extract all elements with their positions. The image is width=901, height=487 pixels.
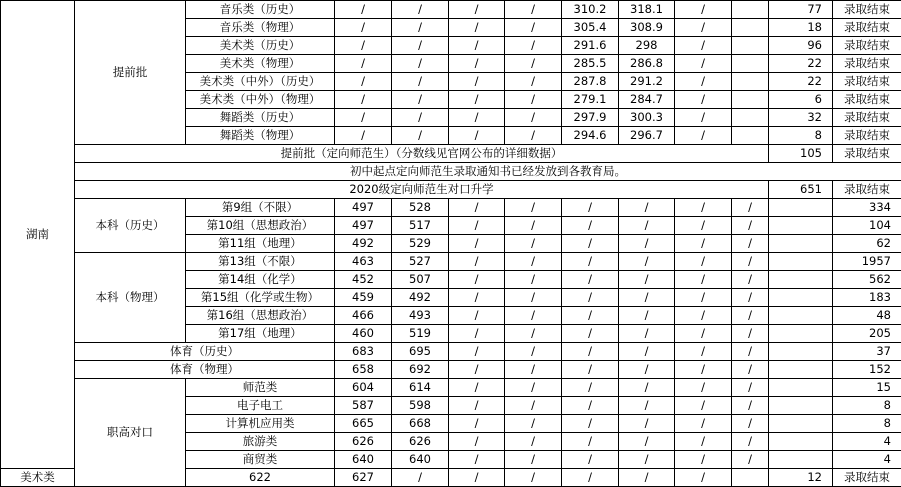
count-cell: 22 (769, 55, 833, 73)
slash-cell: / (505, 469, 562, 487)
count-cell: 183 (833, 289, 901, 307)
category-label: 计算机应用类 (186, 415, 335, 433)
category-label: 体育（历史） (75, 343, 335, 361)
slash-cell: / (392, 55, 449, 73)
count-cell: 105 (769, 145, 833, 163)
slash-cell: / (675, 91, 732, 109)
slash-cell: / (335, 73, 392, 91)
duikou-label: 2020级定向师范生对口升学 (75, 181, 769, 199)
slash-cell: / (505, 325, 562, 343)
category-label: 美术类（物理） (186, 55, 335, 73)
slash-cell: / (675, 55, 732, 73)
table-row (1, 145, 901, 163)
slash-cell: / (675, 19, 732, 37)
empty-cell (769, 343, 833, 361)
slash-cell: / (675, 307, 732, 325)
notice-text: 初中起点定向师范生录取通知书已经发放到各教育局。 (75, 163, 901, 181)
score-cell: 279.1 (562, 91, 619, 109)
score-cell: 695 (392, 343, 449, 361)
score-cell: 285.5 (562, 55, 619, 73)
slash-cell: / (505, 271, 562, 289)
empty-cell (769, 451, 833, 469)
slash-cell: / (449, 397, 505, 415)
slash-cell: / (675, 451, 732, 469)
score-cell: 614 (392, 379, 449, 397)
count-cell: 152 (833, 361, 901, 379)
score-cell: 529 (392, 235, 449, 253)
slash-cell: / (675, 397, 732, 415)
category-label: 音乐类（历史） (186, 1, 335, 19)
score-cell: 665 (335, 415, 392, 433)
category-label: 舞蹈类（物理） (186, 127, 335, 145)
slash-cell: / (335, 1, 392, 19)
category-label: 美术类（中外）（物理） (186, 91, 335, 109)
slash-cell: / (562, 361, 619, 379)
slash-cell: / (562, 415, 619, 433)
slash-cell: / (732, 451, 769, 469)
slash-cell: / (335, 127, 392, 145)
score-cell: 297.9 (562, 109, 619, 127)
slash-cell: / (619, 433, 675, 451)
score-cell: 640 (392, 451, 449, 469)
score-cell: 459 (335, 289, 392, 307)
slash-cell: / (335, 109, 392, 127)
slash-cell: / (449, 415, 505, 433)
count-cell: 32 (769, 109, 833, 127)
empty-cell (769, 397, 833, 415)
slash-cell: / (505, 91, 562, 109)
score-cell: 492 (392, 289, 449, 307)
slash-cell: / (732, 415, 769, 433)
slash-cell: / (449, 343, 505, 361)
slash-cell: / (449, 469, 505, 487)
slash-cell: / (505, 109, 562, 127)
score-cell: 627 (335, 469, 392, 487)
table-row (1, 163, 901, 181)
slash-cell: / (449, 325, 505, 343)
slash-cell: / (562, 307, 619, 325)
count-cell: 1957 (833, 253, 901, 271)
score-cell: 298 (619, 37, 675, 55)
slash-cell: / (732, 307, 769, 325)
slash-cell: / (619, 271, 675, 289)
score-cell: 291.6 (562, 37, 619, 55)
count-cell: 15 (833, 379, 901, 397)
status-cell: 录取结束 (833, 73, 901, 91)
score-cell: 507 (392, 271, 449, 289)
slash-cell: / (675, 361, 732, 379)
slash-cell: / (449, 55, 505, 73)
slash-cell: / (449, 73, 505, 91)
slash-cell: / (675, 415, 732, 433)
count-cell: 205 (833, 325, 901, 343)
slash-cell: / (335, 19, 392, 37)
category-label: 美术类 (1, 469, 75, 487)
table-row (1, 379, 901, 397)
slash-cell: / (675, 109, 732, 127)
score-cell: 291.2 (619, 73, 675, 91)
count-cell: 4 (833, 451, 901, 469)
slash-cell: / (392, 73, 449, 91)
slash-cell: / (505, 1, 562, 19)
slash-cell: / (562, 217, 619, 235)
slash-cell: / (449, 91, 505, 109)
score-cell: 284.7 (619, 91, 675, 109)
empty-cell (732, 91, 769, 109)
table-row (1, 199, 901, 217)
score-cell: 640 (335, 451, 392, 469)
dingxiang-label: 提前批（定向师范生）（分数线见官网公布的详细数据） (75, 145, 769, 163)
province-cell: 湖南 (1, 1, 75, 469)
count-cell: 48 (833, 307, 901, 325)
slash-cell: / (505, 415, 562, 433)
score-cell: 308.9 (619, 19, 675, 37)
slash-cell: / (619, 235, 675, 253)
status-cell: 录取结束 (833, 37, 901, 55)
slash-cell: / (732, 271, 769, 289)
count-cell: 334 (833, 199, 901, 217)
slash-cell: / (335, 37, 392, 55)
slash-cell: / (619, 469, 675, 487)
empty-cell (769, 271, 833, 289)
empty-cell (769, 361, 833, 379)
category-label: 体育（物理） (75, 361, 335, 379)
empty-cell (732, 127, 769, 145)
score-cell: 460 (335, 325, 392, 343)
slash-cell: / (619, 217, 675, 235)
slash-cell: / (732, 379, 769, 397)
slash-cell: / (392, 37, 449, 55)
count-cell: 96 (769, 37, 833, 55)
slash-cell: / (335, 55, 392, 73)
slash-cell: / (675, 127, 732, 145)
score-cell: 626 (392, 433, 449, 451)
slash-cell: / (619, 361, 675, 379)
slash-cell: / (449, 433, 505, 451)
score-cell: 452 (335, 271, 392, 289)
count-cell: 22 (769, 73, 833, 91)
slash-cell: / (732, 325, 769, 343)
count-cell: 4 (833, 433, 901, 451)
score-cell: 493 (392, 307, 449, 325)
score-cell: 692 (392, 361, 449, 379)
slash-cell: / (562, 469, 619, 487)
slash-cell: / (505, 289, 562, 307)
empty-cell (769, 289, 833, 307)
count-cell: 651 (769, 181, 833, 199)
slash-cell: / (505, 235, 562, 253)
empty-cell (732, 73, 769, 91)
empty-cell (732, 1, 769, 19)
slash-cell: / (449, 271, 505, 289)
empty-cell (769, 253, 833, 271)
slash-cell: / (392, 91, 449, 109)
group-label: 本科（物理） (75, 253, 186, 343)
table-row (1, 361, 901, 379)
slash-cell: / (505, 19, 562, 37)
slash-cell: / (562, 271, 619, 289)
slash-cell: / (505, 199, 562, 217)
slash-cell: / (675, 343, 732, 361)
group-label: 职高对口 (75, 379, 186, 487)
slash-cell: / (732, 343, 769, 361)
slash-cell: / (619, 343, 675, 361)
category-label: 美术类（历史） (186, 37, 335, 55)
score-cell: 587 (335, 397, 392, 415)
count-cell: 62 (833, 235, 901, 253)
category-label: 师范类 (186, 379, 335, 397)
slash-cell: / (732, 289, 769, 307)
category-label: 舞蹈类（历史） (186, 109, 335, 127)
empty-cell (732, 469, 769, 487)
category-label: 第10组（思想政治） (186, 217, 335, 235)
category-label: 旅游类 (186, 433, 335, 451)
slash-cell: / (505, 253, 562, 271)
score-cell: 287.8 (562, 73, 619, 91)
slash-cell: / (449, 451, 505, 469)
status-cell: 录取结束 (833, 109, 901, 127)
slash-cell: / (675, 253, 732, 271)
slash-cell: / (392, 127, 449, 145)
slash-cell: / (449, 235, 505, 253)
count-cell: 8 (769, 127, 833, 145)
category-label: 商贸类 (186, 451, 335, 469)
score-cell: 626 (335, 433, 392, 451)
empty-cell (732, 19, 769, 37)
slash-cell: / (732, 361, 769, 379)
status-cell: 录取结束 (833, 127, 901, 145)
empty-cell (769, 199, 833, 217)
count-cell: 8 (833, 415, 901, 433)
score-cell: 318.1 (619, 1, 675, 19)
score-cell: 683 (335, 343, 392, 361)
slash-cell: / (675, 235, 732, 253)
slash-cell: / (449, 127, 505, 145)
count-cell: 12 (769, 469, 833, 487)
score-cell: 497 (335, 199, 392, 217)
slash-cell: / (505, 307, 562, 325)
slash-cell: / (505, 433, 562, 451)
table-row (1, 253, 901, 271)
slash-cell: / (619, 325, 675, 343)
category-label: 音乐类（物理） (186, 19, 335, 37)
slash-cell: / (505, 343, 562, 361)
slash-cell: / (392, 469, 449, 487)
score-cell: 296.7 (619, 127, 675, 145)
status-cell: 录取结束 (833, 91, 901, 109)
status-cell: 录取结束 (833, 181, 901, 199)
slash-cell: / (675, 379, 732, 397)
slash-cell: / (449, 289, 505, 307)
slash-cell: / (392, 109, 449, 127)
slash-cell: / (675, 271, 732, 289)
slash-cell: / (562, 451, 619, 469)
slash-cell: / (562, 379, 619, 397)
score-cell: 658 (335, 361, 392, 379)
slash-cell: / (449, 19, 505, 37)
slash-cell: / (449, 37, 505, 55)
score-cell: 668 (392, 415, 449, 433)
slash-cell: / (675, 217, 732, 235)
slash-cell: / (505, 217, 562, 235)
empty-cell (732, 37, 769, 55)
score-cell: 519 (392, 325, 449, 343)
empty-cell (769, 433, 833, 451)
empty-cell (769, 235, 833, 253)
slash-cell: / (562, 433, 619, 451)
slash-cell: / (449, 253, 505, 271)
score-cell: 517 (392, 217, 449, 235)
count-cell: 18 (769, 19, 833, 37)
slash-cell: / (675, 325, 732, 343)
score-cell: 528 (392, 199, 449, 217)
slash-cell: / (675, 469, 732, 487)
slash-cell: / (619, 199, 675, 217)
slash-cell: / (505, 55, 562, 73)
slash-cell: / (619, 307, 675, 325)
count-cell: 562 (833, 271, 901, 289)
count-cell: 104 (833, 217, 901, 235)
empty-cell (769, 325, 833, 343)
score-cell: 305.4 (562, 19, 619, 37)
slash-cell: / (675, 73, 732, 91)
count-cell: 6 (769, 91, 833, 109)
score-cell: 294.6 (562, 127, 619, 145)
score-cell: 466 (335, 307, 392, 325)
table-row (1, 181, 901, 199)
score-cell: 527 (392, 253, 449, 271)
slash-cell: / (619, 289, 675, 307)
category-label: 第11组（地理） (186, 235, 335, 253)
slash-cell: / (449, 199, 505, 217)
table-row (1, 1, 901, 19)
score-cell: 497 (335, 217, 392, 235)
category-label: 第16组（思想政治） (186, 307, 335, 325)
slash-cell: / (505, 127, 562, 145)
table-row (1, 343, 901, 361)
slash-cell: / (562, 235, 619, 253)
slash-cell: / (562, 343, 619, 361)
score-cell: 492 (335, 235, 392, 253)
score-cell: 622 (186, 469, 335, 487)
status-cell: 录取结束 (833, 1, 901, 19)
empty-cell (769, 217, 833, 235)
slash-cell: / (505, 379, 562, 397)
score-cell: 604 (335, 379, 392, 397)
slash-cell: / (449, 1, 505, 19)
slash-cell: / (675, 433, 732, 451)
score-cell: 463 (335, 253, 392, 271)
category-label: 第14组（化学） (186, 271, 335, 289)
slash-cell: / (392, 1, 449, 19)
slash-cell: / (505, 361, 562, 379)
slash-cell: / (449, 361, 505, 379)
count-cell: 8 (833, 397, 901, 415)
slash-cell: / (562, 325, 619, 343)
slash-cell: / (505, 397, 562, 415)
score-cell: 300.3 (619, 109, 675, 127)
empty-cell (769, 415, 833, 433)
slash-cell: / (562, 289, 619, 307)
slash-cell: / (675, 1, 732, 19)
status-cell: 录取结束 (833, 469, 901, 487)
slash-cell: / (505, 37, 562, 55)
category-label: 第13组（不限） (186, 253, 335, 271)
slash-cell: / (619, 253, 675, 271)
slash-cell: / (732, 235, 769, 253)
slash-cell: / (732, 199, 769, 217)
slash-cell: / (392, 19, 449, 37)
score-cell: 598 (392, 397, 449, 415)
slash-cell: / (505, 451, 562, 469)
group-label: 提前批 (75, 1, 186, 145)
category-label: 第15组（化学或生物） (186, 289, 335, 307)
slash-cell: / (449, 307, 505, 325)
slash-cell: / (449, 109, 505, 127)
empty-cell (769, 379, 833, 397)
status-cell: 录取结束 (833, 55, 901, 73)
slash-cell: / (619, 397, 675, 415)
slash-cell: / (732, 217, 769, 235)
slash-cell: / (562, 199, 619, 217)
category-label: 美术类（中外）（历史） (186, 73, 335, 91)
slash-cell: / (505, 73, 562, 91)
slash-cell: / (619, 415, 675, 433)
slash-cell: / (732, 253, 769, 271)
slash-cell: / (562, 397, 619, 415)
category-label: 电子电工 (186, 397, 335, 415)
category-label: 第17组（地理） (186, 325, 335, 343)
category-label: 第9组（不限） (186, 199, 335, 217)
slash-cell: / (449, 217, 505, 235)
slash-cell: / (619, 451, 675, 469)
slash-cell: / (732, 397, 769, 415)
count-cell: 77 (769, 1, 833, 19)
status-cell: 录取结束 (833, 145, 901, 163)
empty-cell (732, 55, 769, 73)
count-cell: 37 (833, 343, 901, 361)
slash-cell: / (732, 433, 769, 451)
slash-cell: / (675, 37, 732, 55)
empty-cell (732, 109, 769, 127)
slash-cell: / (675, 199, 732, 217)
slash-cell: / (619, 379, 675, 397)
slash-cell: / (562, 253, 619, 271)
group-label: 本科（历史） (75, 199, 186, 253)
score-cell: 310.2 (562, 1, 619, 19)
slash-cell: / (675, 289, 732, 307)
slash-cell: / (335, 91, 392, 109)
score-cell: 286.8 (619, 55, 675, 73)
empty-cell (769, 307, 833, 325)
slash-cell: / (449, 379, 505, 397)
status-cell: 录取结束 (833, 19, 901, 37)
